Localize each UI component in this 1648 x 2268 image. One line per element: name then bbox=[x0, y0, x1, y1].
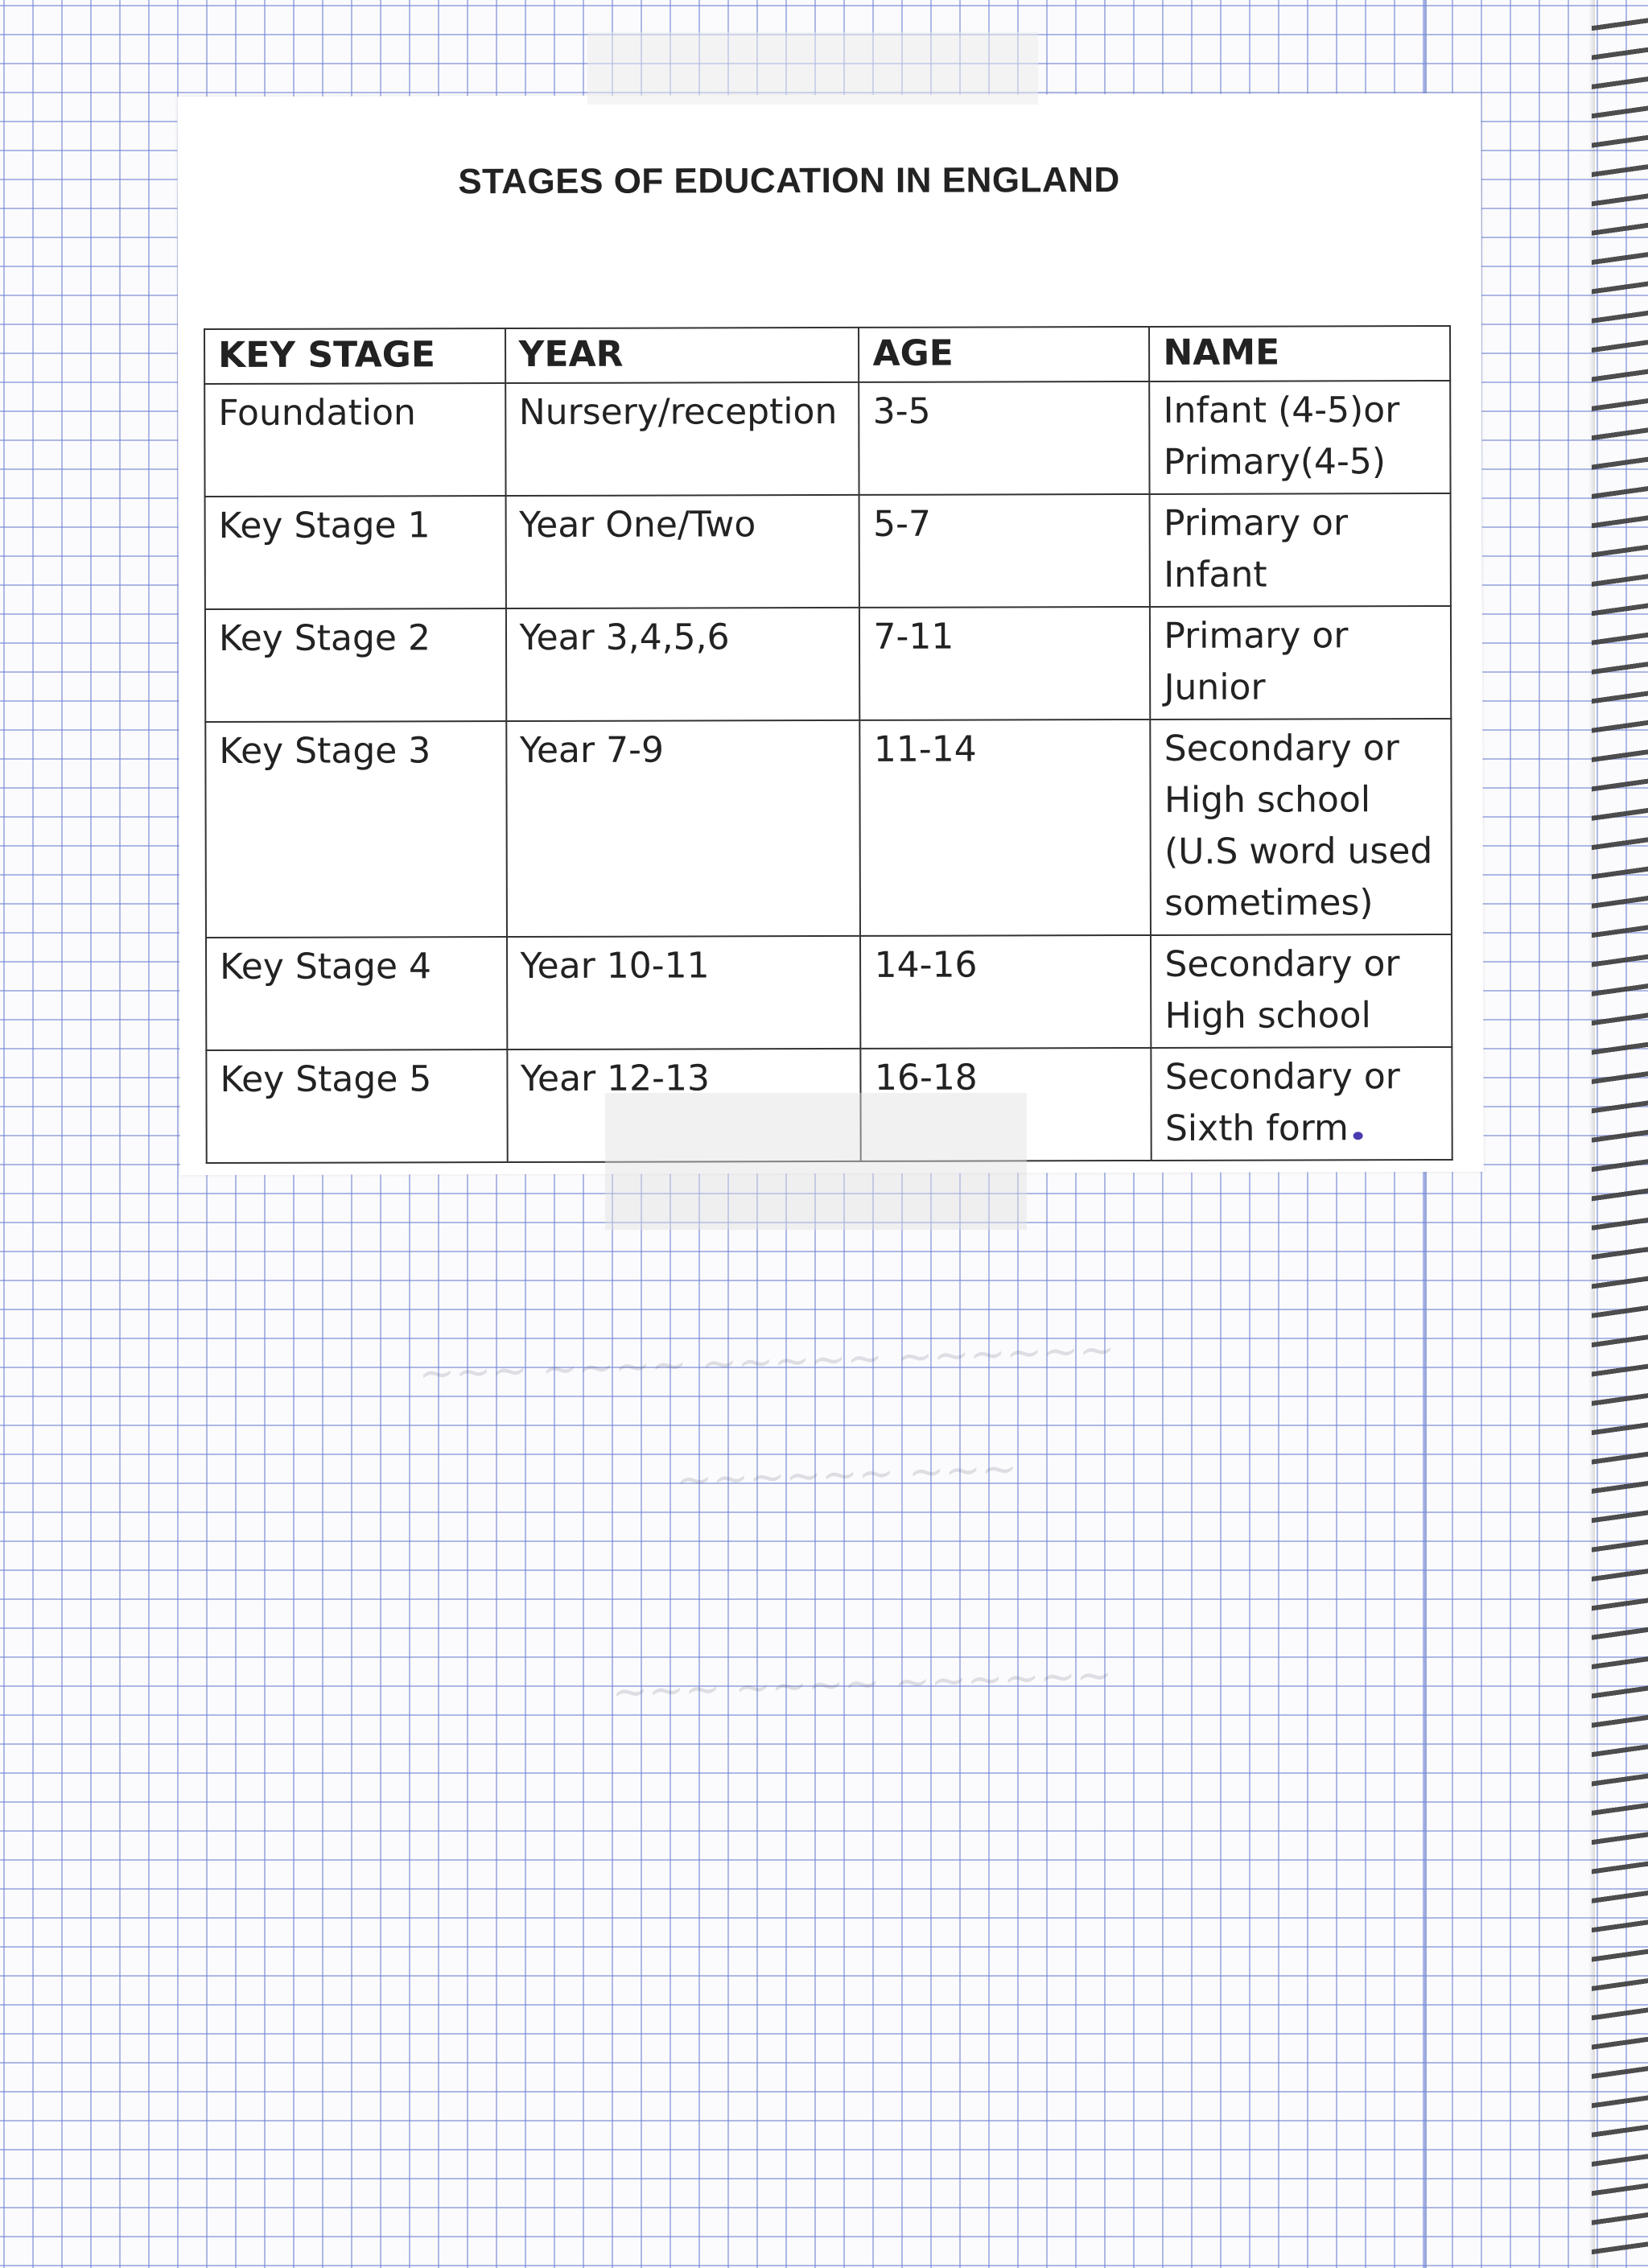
cell-key-stage: Key Stage 4 bbox=[206, 937, 507, 1050]
table-row bbox=[205, 719, 1452, 938]
cell-year: Year 3,4,5,6 bbox=[505, 608, 859, 721]
cell-year: Year 7-9 bbox=[506, 720, 861, 937]
cell-key-stage: Key Stage 1 bbox=[205, 496, 506, 609]
cell-year: Nursery/reception bbox=[505, 382, 859, 496]
cell-year: Year One/Two bbox=[505, 495, 859, 608]
table-row bbox=[205, 493, 1451, 609]
document-title: STAGES OF EDUCATION IN ENGLAND bbox=[458, 160, 1120, 202]
cell-name bbox=[1152, 1047, 1452, 1161]
faint-bleed-through-writing: ~~~ ~~~~ ~~~~~~ bbox=[611, 1649, 1114, 1717]
column-header-key-stage: KEY STAGE bbox=[204, 328, 505, 384]
ink-dot-mark bbox=[1353, 1132, 1363, 1140]
cell-name: Primary or Infant bbox=[1150, 493, 1451, 607]
cell-key-stage: Key Stage 3 bbox=[205, 721, 506, 938]
cell-name: Secondary or High school (U.S word used sometimes) bbox=[1151, 719, 1452, 935]
cell-name: Infant (4-5)or Primary(4-5) bbox=[1150, 381, 1451, 494]
pasted-paper-sheet bbox=[177, 93, 1484, 1175]
cell-age: 16-18 bbox=[861, 1048, 1152, 1161]
cell-year: Year 10-11 bbox=[507, 936, 861, 1049]
column-header-year: YEAR bbox=[505, 328, 859, 383]
table-header-row bbox=[204, 326, 1450, 384]
cell-year: Year 12-13 bbox=[507, 1049, 861, 1162]
column-header-name: NAME bbox=[1149, 326, 1450, 381]
faint-bleed-through-writing: ~~~ ~~~~ ~~~~~ ~~~~~~ bbox=[418, 1323, 1116, 1400]
faint-bleed-through-writing: ~~~~~~ ~~~ bbox=[675, 1442, 1019, 1506]
spiral-binding bbox=[1592, 8, 1648, 2262]
cell-name-text: Secondary or Sixth form bbox=[1164, 1056, 1400, 1149]
table-row bbox=[204, 381, 1450, 497]
cell-key-stage: Key Stage 2 bbox=[205, 608, 506, 722]
tape-strip-top bbox=[587, 32, 1038, 105]
cell-age: 3-5 bbox=[859, 381, 1150, 495]
cell-age: 7-11 bbox=[859, 607, 1150, 720]
column-header-age: AGE bbox=[859, 327, 1149, 382]
cell-age: 11-14 bbox=[860, 720, 1152, 936]
cell-key-stage: Key Stage 5 bbox=[206, 1049, 507, 1163]
cell-age: 14-16 bbox=[860, 935, 1151, 1049]
tape-strip-bottom bbox=[605, 1093, 1027, 1230]
cell-key-stage: Foundation bbox=[204, 383, 505, 497]
cell-name: Secondary or High school bbox=[1151, 934, 1452, 1048]
cell-age: 5-7 bbox=[859, 494, 1150, 608]
table-row bbox=[206, 934, 1452, 1050]
education-stages-table bbox=[204, 325, 1453, 1164]
cell-name: Primary or Junior bbox=[1150, 606, 1451, 720]
table-row bbox=[205, 606, 1451, 722]
